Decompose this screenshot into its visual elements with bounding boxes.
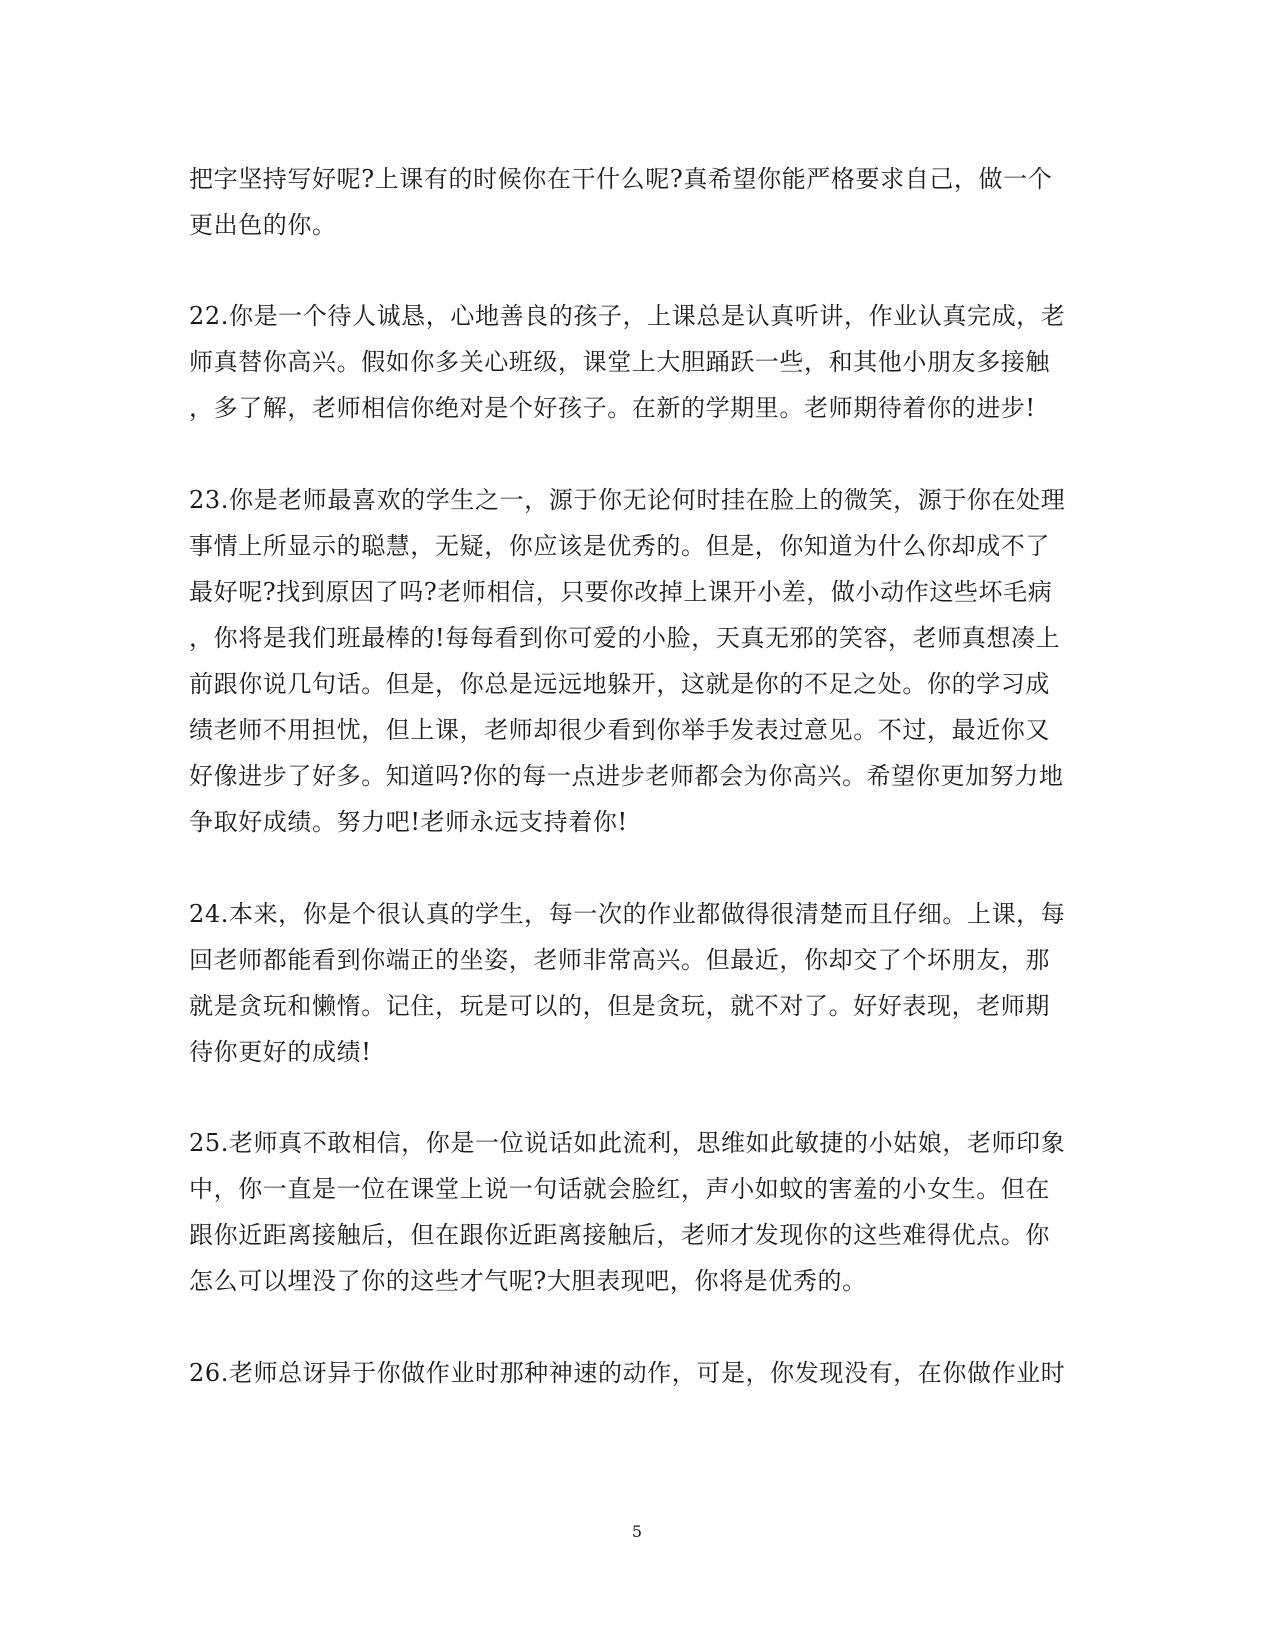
text-line: 待你更好的成绩!	[189, 1038, 372, 1066]
text-line: 中，你一直是一位在课堂上说一句话就会脸红，声小如蚊的害羞的小女生。但在	[189, 1175, 1050, 1203]
text-line: 最好呢?找到原因了吗?老师相信，只要你改掉上课开小差，做小动作这些坏毛病	[189, 578, 1053, 606]
text-line: 26.老师总讶异于你做作业时那种神速的动作，可是，你发现没有，在你做作业时	[189, 1359, 1066, 1387]
text-line: 回老师都能看到你端正的坐姿，老师非常高兴。但最近，你却交了个坏朋友，那	[189, 946, 1050, 974]
text-line: 把字坚持写好呢?上课有的时候你在干什么呢?真希望你能严格要求自己，做一个	[189, 165, 1053, 193]
text-line: 怎么可以埋没了你的这些才气呢?大胆表现吧，你将是优秀的。	[189, 1267, 867, 1295]
text-line: 23.你是老师最喜欢的学生之一，源于你无论何时挂在脸上的微笑，源于你在处理	[189, 486, 1066, 514]
page-number: 5	[631, 1522, 643, 1541]
text-line: 绩老师不用担忧，但上课，老师却很少看到你举手发表过意见。不过，最近你又	[189, 716, 1050, 744]
text-line: 争取好成绩。努力吧!老师永远支持着你!	[189, 808, 628, 836]
text-line: ，你将是我们班最棒的!每每看到你可爱的小脸，天真无邪的笑容，老师真想凑上	[189, 624, 1061, 652]
text-line: 25.老师真不敢相信，你是一位说话如此流利，思维如此敏捷的小姑娘，老师印象	[189, 1129, 1066, 1157]
text-line: 师真替你高兴。假如你多关心班级，课堂上大胆踊跃一些，和其他小朋友多接触	[189, 348, 1050, 376]
text-line: 好像进步了好多。知道吗?你的每一点进步老师都会为你高兴。希望你更加努力地	[189, 762, 1064, 790]
text-line: 22.你是一个待人诚恳，心地善良的孩子，上课总是认真听讲，作业认真完成，老	[189, 302, 1066, 330]
text-line: 前跟你说几句话。但是，你总是远远地躲开，这就是你的不足之处。你的学习成	[189, 670, 1050, 698]
text-line: 跟你近距离接触后，但在跟你近距离接触后，老师才发现你的这些难得优点。你	[189, 1221, 1050, 1249]
text-line: 事情上所显示的聪慧，无疑，你应该是优秀的。但是，你知道为什么你却成不了	[189, 532, 1050, 560]
text-line: ，多了解，老师相信你绝对是个好孩子。在新的学期里。老师期待着你的进步!	[189, 394, 1036, 422]
text-line: 就是贪玩和懒惰。记住，玩是可以的，但是贪玩，就不对了。好好表现，老师期	[189, 992, 1050, 1020]
text-line: 24.本来，你是个很认真的学生，每一次的作业都做得很清楚而且仔细。上课，每	[189, 900, 1066, 928]
text-line: 更出色的你。	[189, 211, 337, 239]
